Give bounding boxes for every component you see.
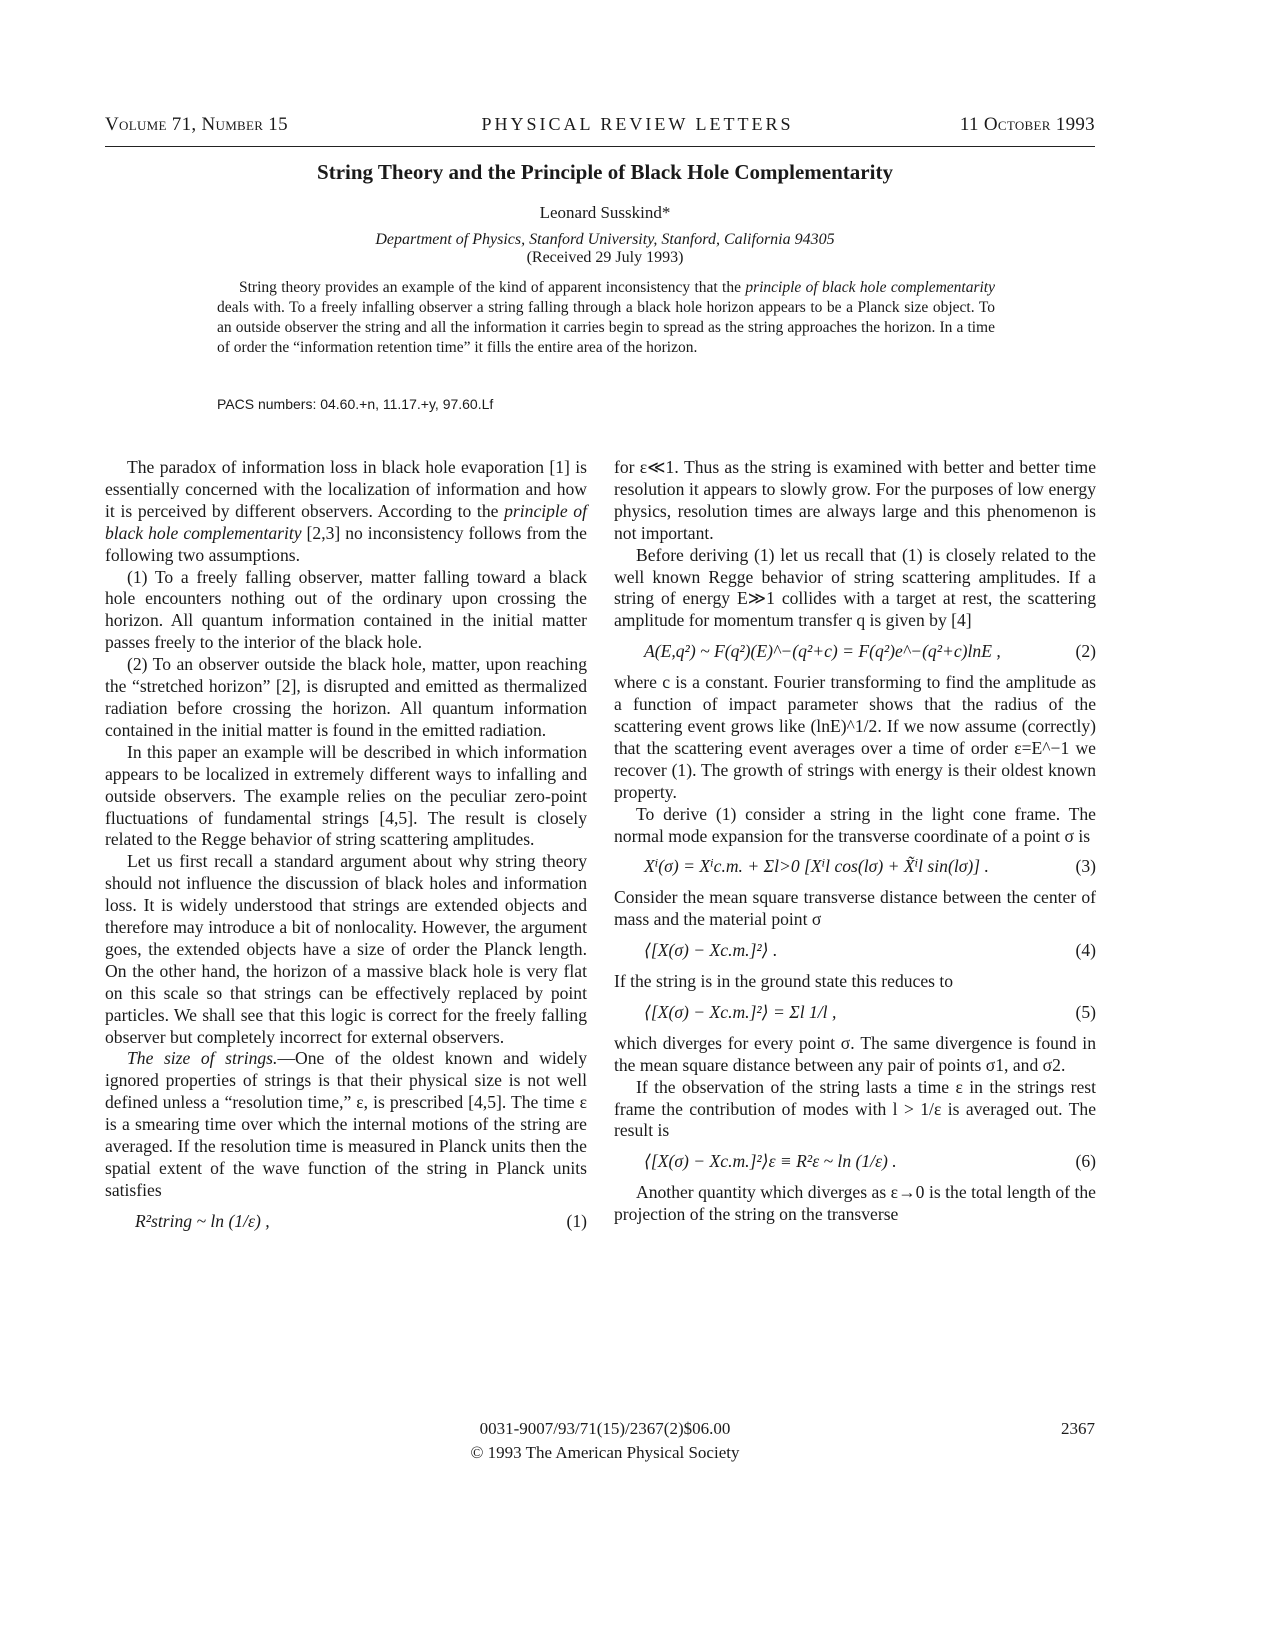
- equation-body: ⟨[X(σ) − Xc.m.]²⟩ .: [644, 940, 778, 961]
- text-segment: To derive (1) consider a string in the light cone frame. The normal mode expansion for the transverse coordinate of a point σ is: [614, 803, 1096, 846]
- text-segment: Consider the mean square transverse distance between the center of mass and the material point σ: [614, 887, 1096, 930]
- equation-body: A(E,q²) ~ F(q²)(E)^−(q²+c) = F(q²)e^−(q²+c)lnE ,: [644, 641, 1001, 662]
- equation-number: (4): [1075, 940, 1096, 961]
- equation-number: (2): [1075, 641, 1096, 662]
- page-number: 2367: [1061, 1419, 1095, 1438]
- equation-body: ⟨[X(σ) − Xc.m.]²⟩ε ≡ R²ε ~ ln (1/ε) .: [644, 1151, 897, 1172]
- text-segment: In this paper an example will be described in which information appears to be localized in extremely different ways to infalling and outside observers. The example relies on the peculiar zero-point fluctuations of fundamental strings [4,5]. The result is closely related to the Regge behavior of string scattering amplitudes.: [105, 741, 587, 850]
- italic-text: principle of black hole complementarity: [105, 500, 587, 543]
- text-segment: (2) To an observer outside the black hole, matter, upon reaching the “stretched horizon” [2], is disrupted and emitted as thermalized radiation before crossing the horizon. All quantum information contained in the initial matter is found in the emitted radiation.: [105, 654, 587, 740]
- paragraph: [614, 1182, 1096, 1226]
- paragraph: [614, 804, 1096, 848]
- equation-body: Xⁱ(σ) = Xⁱc.m. + Σl>0 [Xⁱl cos(lσ) + X̃ⁱl sin(lσ)] .: [644, 856, 989, 877]
- text-segment: The paradox of information loss in black hole evaporation [1] is essentially concerned with the localization of information and how it is perceived by different observers. According to the: [105, 457, 587, 521]
- text-segment: String theory provides an example of the kind of apparent inconsistency that the: [239, 279, 746, 296]
- equation-body: R²string ~ ln (1/ε) ,: [135, 1210, 270, 1231]
- footer-code: 0031-9007/93/71(15)/2367(2)$06.00: [479, 1419, 731, 1438]
- text-segment: for ε≪1. Thus as the string is examined with better and better time resolution it appears to slowly grow. For the purposes of low energy physics, resolution times are always large and this phenomenon is not important.: [614, 457, 1096, 543]
- author: Leonard Susskind*: [539, 203, 671, 222]
- journal-name: PHYSICAL REVIEW LETTERS: [481, 114, 794, 134]
- text-segment: Before deriving (1) let us recall that (1) is closely related to the well known Regge behavior of string scattering amplitudes. If a string of energy E≫1 collides with a target at rest, the scattering amplitude for momentum transfer q is given by [4]: [614, 544, 1096, 631]
- affiliation: Department of Physics, Stanford University, Stanford, California 94305: [375, 231, 835, 248]
- left-column: [105, 457, 587, 1242]
- paragraph: [105, 1048, 587, 1201]
- paragraph: [614, 971, 1096, 993]
- text-segment: (1) To a freely falling observer, matter falling toward a black hole encounters nothing out of the ordinary upon crossing the horizon. All quantum information contained in the initial matter passes freely to the interior of the black hole.: [105, 566, 587, 653]
- text-segment: Let us first recall a standard argument about why string theory should not influence the discussion of black holes and information loss. It is widely understood that strings are extended objects and therefore may introduce a bit of nonlocality. However, the argument goes, the extended objects have a size of order the Planck length. On the other hand, the horizon of a massive black hole is very flat on this scale so that strings can be effectively replaced by point particles. We shall see that this logic is correct for the freely falling observer but completely incorrect for external observers.: [105, 851, 587, 1047]
- volume-number: Volume 71, Number 15: [105, 114, 288, 135]
- equation: [614, 1151, 1096, 1173]
- paragraph: [105, 742, 587, 852]
- text-segment: If the observation of the string lasts a time ε in the strings rest frame the contribution of modes with l > 1/ε is averaged out. The result is: [614, 1076, 1096, 1141]
- equation-number: (5): [1075, 1001, 1096, 1022]
- text-segment: If the string is in the ground state this reduces to: [614, 971, 954, 992]
- paragraph: [614, 545, 1096, 633]
- equation: [614, 856, 1096, 878]
- equation-number: (6): [1075, 1151, 1096, 1172]
- equation-body: ⟨[X(σ) − Xc.m.]²⟩ = Σl 1/l ,: [644, 1001, 837, 1022]
- paragraph: [614, 1077, 1096, 1143]
- abstract: [217, 278, 995, 358]
- paragraph: [614, 457, 1096, 545]
- right-column: [614, 457, 1096, 1226]
- italic-text: The size of strings.: [127, 1048, 278, 1069]
- equation-number: (1): [566, 1210, 587, 1231]
- text-segment: deals with. To a freely infalling observer a string falling through a black hole horizon appears to be a Planck size object. To an outside observer the string and all the information it carries begin to spread as the string approaches the horizon. In a time of order the “information retention time” it fills the entire area of the horizon.: [217, 299, 995, 356]
- italic-text: principle of black hole complementarity: [745, 279, 995, 296]
- paragraph: [105, 567, 587, 655]
- paragraph: [105, 654, 587, 742]
- pacs-numbers: PACS numbers: 04.60.+n, 11.17.+y, 97.60.Lf: [217, 396, 494, 412]
- text-segment: [2,3] no inconsistency follows from the following two assumptions.: [105, 522, 587, 565]
- header-rule: [105, 146, 1095, 147]
- paragraph: [614, 672, 1096, 803]
- equation: [614, 940, 1096, 962]
- text-segment: which diverges for every point σ. The same divergence is found in the mean square distance between any pair of points σ1, and σ2.: [614, 1032, 1096, 1075]
- issue-date: 11 October 1993: [959, 114, 1095, 135]
- paragraph: [105, 457, 587, 567]
- paragraph: [614, 887, 1096, 931]
- text-segment: Another quantity which diverges as ε→0 is the total length of the projection of the string on the transverse: [614, 1182, 1096, 1225]
- paragraph: [614, 1033, 1096, 1077]
- received-date: (Received 29 July 1993): [526, 249, 684, 266]
- equation: [614, 641, 1096, 663]
- text-segment: —One of the oldest known and widely ignored properties of strings is that their physical size is not well defined unless a “resolution time,” ε, is prescribed [4,5]. The time ε is a smearing time over which the internal motions of the string are averaged. If the resolution time is measured in Planck units then the spatial extent of the wave function of the string in Planck units satisfies: [105, 1048, 587, 1200]
- footer-copyright: © 1993 The American Physical Society: [470, 1443, 740, 1462]
- paragraph: [105, 851, 587, 1048]
- equation-number: (3): [1075, 856, 1096, 877]
- equation: [105, 1211, 587, 1233]
- equation: [614, 1002, 1096, 1024]
- paper-title: String Theory and the Principle of Black Hole Complementarity: [317, 160, 893, 184]
- text-segment: where c is a constant. Fourier transforming to find the amplitude as a function of impact parameter shows that the radius of the scattering event grows like (lnE)^1/2. If we now assume (correctly) that the scattering event averages over a time of order ε=E^−1 we recover (1). The growth of strings with energy is their oldest known property.: [614, 672, 1096, 802]
